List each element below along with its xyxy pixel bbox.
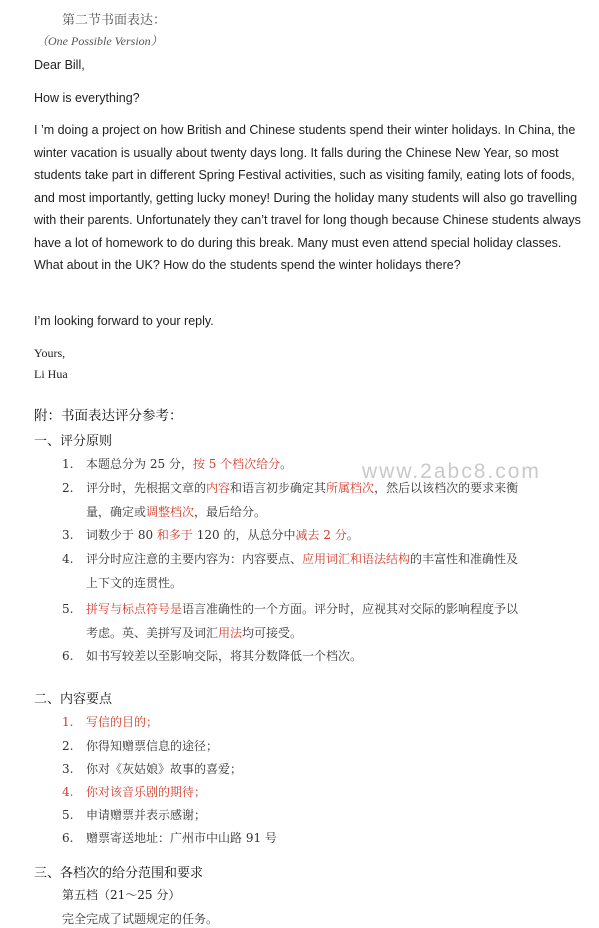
content-point-text: 写信的目的； [86,715,159,729]
item-number: 3. [62,528,74,542]
highlighted-text: 和多于 [156,528,193,542]
content-point-text: 你得知赠票信息的途径； [86,739,219,753]
content-point-text: 申请赠票并表示感谢； [86,808,207,822]
item-number: 6. [62,831,74,845]
highlighted-text: 所属档次 [326,481,375,495]
item-text: 词数少于 80 [86,528,157,542]
item-text: 评分时应注意的主要内容为：内容要点、 [86,552,303,566]
content-point-text: 你对该音乐剧的期待； [86,785,207,799]
scoring-principle-line [62,574,182,591]
item-text: ，然后以该档次的要求来衡 [374,481,519,495]
content-point [62,760,242,777]
content-point [62,737,218,754]
letter-closing-line: I’m looking forward to your reply. [34,314,214,328]
scoring-principle-line [62,647,362,664]
content-point [62,783,206,800]
highlighted-text: 用法 [218,626,243,640]
content-point-text: 你对《灰姑娘》故事的喜爱； [86,762,243,776]
letter-greeting: Dear Bill, [34,58,85,72]
scoring-principle-line [62,455,292,472]
content-point [62,829,277,846]
item-number: 4. [62,552,74,566]
item-text: 和语言初步确定其 [230,481,327,495]
highlighted-text: 按 5 个档次给分 [192,457,281,471]
item-text: 。 [280,457,293,471]
section-title: 第二节书面表达： [62,12,167,27]
item-text: 。 [346,528,359,542]
letter-signoff: Yours, [34,346,66,360]
highlighted-text: 减去 2 分 [295,528,347,542]
item-text: 考虑。英、美拼写及词汇 [86,626,219,640]
item-text: 语言准确性的一个方面。评分时，应视其对交际的影响程度予以 [182,602,519,616]
appendix-title: 附：书面表达评分参考： [34,408,183,424]
highlighted-text: 应用词汇和语法结构 [302,552,411,566]
item-number: 2. [62,739,74,753]
item-number: 6. [62,649,74,663]
item-text: 120 的，从总分中 [192,528,296,542]
highlighted-text: 拼写与标点符号是 [86,602,183,616]
item-number: 5. [62,602,74,616]
item-text: 评分时，先根据文章的 [86,481,207,495]
item-number: 1. [62,715,74,729]
section2-heading: 二、内容要点 [34,692,113,707]
item-text: 如书写较差以至影响交际，将其分数降低一个档次。 [86,649,363,663]
watermark-text: www.2abc8.com [362,460,541,483]
section1-heading: 一、评分原则 [34,434,113,449]
highlighted-text: 调整档次 [146,505,195,519]
item-text: 本题总分为 25 分， [86,457,193,471]
scoring-principle-line [62,503,266,520]
item-text: 量，确定或 [86,505,147,519]
highlighted-text: 内容 [206,481,231,495]
letter-body: I ’m doing a project on how British and Chinese students spend their winter holidays. In China, the winter vacation is usually about twenty days long. It falls during the Chinese New Year, so most students take part in different Spring Festival activities, such as visiting family, eating lots of foods, and most importantly, getting lucky money! During the holiday many students will also go travelling with their parents. Unfortunately they can’t travel for long though because Chinese students always have a lot of homework to do during this break. Many must even attend special holiday classes. What about in the UK? How do the students spend the winter holidays there? [34,123,581,272]
item-text: 上下文的连贯性。 [86,576,183,590]
letter-opening: How is everything? [34,91,140,105]
item-text: ，最后给分。 [194,505,267,519]
item-number: 3. [62,762,74,776]
item-text: 的丰富性和准确性及 [410,552,519,566]
band-description: 完全完成了试题规定的任务。 [62,912,219,926]
item-number: 4. [62,785,74,799]
scoring-principle-line [62,600,518,617]
scoring-principle-line [62,624,302,641]
content-point [62,806,206,823]
item-number: 1. [62,457,74,471]
letter-signature: Li Hua [34,367,68,381]
content-point-text: 赠票寄送地址：广州市中山路 91 号 [86,831,277,845]
item-text: 均可接受。 [242,626,303,640]
band-title: 第五档（21～25 分） [62,888,181,902]
section3-heading: 三、各档次的给分范围和要求 [34,866,204,881]
scoring-principle-line [62,550,518,567]
item-number: 5. [62,808,74,822]
content-point [62,713,158,730]
scoring-principle-line [62,526,359,543]
item-number: 2. [62,481,74,495]
version-label: （One Possible Version） [36,34,163,48]
